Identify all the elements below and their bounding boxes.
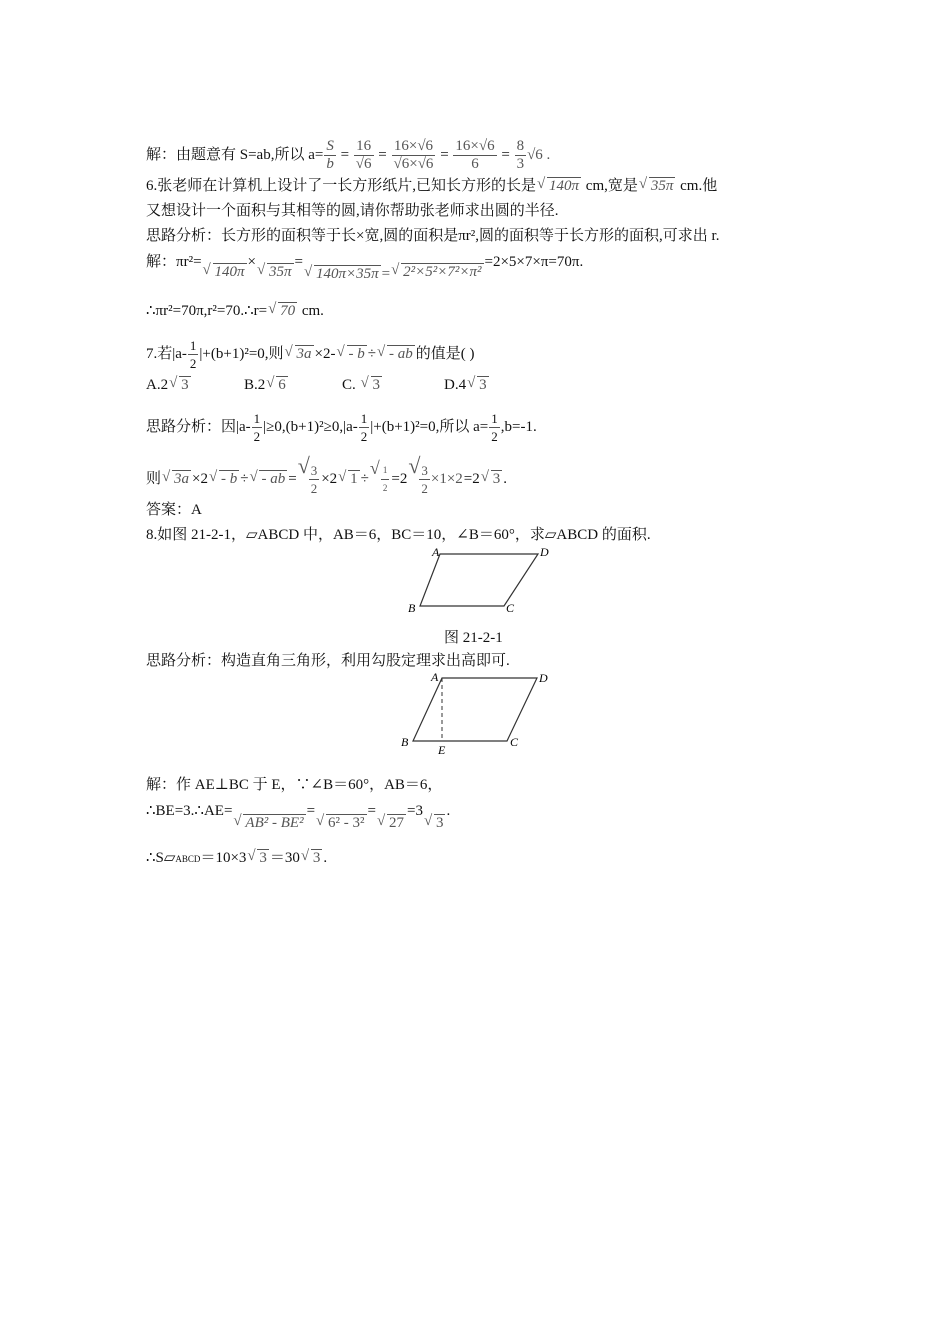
figure-caption: 图 21-2-1 xyxy=(444,630,503,646)
label-b: B xyxy=(408,601,416,615)
sqrt: √ 140π xyxy=(537,176,580,194)
label-b: B xyxy=(401,735,409,749)
label-c: C xyxy=(506,601,515,615)
option-c: C. √ 3 xyxy=(342,375,381,393)
q7-stem: 7.若|a- $\frac{1}{2}$ |+(b+1)²=0,则 √ 3a ×2- √ - b ÷ √ - ab 的值是( ) xyxy=(146,338,475,371)
sqrt: √ 3a xyxy=(284,343,312,362)
q6-conclusion: ∴πr²=70π,r²=70.∴r= √ 70 cm. xyxy=(146,301,324,319)
fraction: $\frac{16\times√6}{6}$ xyxy=(455,138,495,172)
sqrt: √ - ab xyxy=(376,343,413,362)
q6-solution: 解：πr²= √ 140π× √ 35π= √ 140π×35π = √ 2²×5²×7²×π²=2×5×7×π=70π. xyxy=(146,254,584,282)
sqrt: √ 70 xyxy=(268,301,296,319)
q7-answer: 答案：A xyxy=(146,502,202,518)
label-e: E xyxy=(438,743,446,757)
option-b: B.2 √ 6 xyxy=(244,375,286,393)
label-a: A xyxy=(432,545,440,559)
q8-solution-1: 解：作 AE⊥BC 于 E，∵∠B＝60°，AB＝6， xyxy=(146,777,443,793)
fraction: $\frac{S}{b}$ xyxy=(326,138,334,172)
sqrt: √ 35π xyxy=(638,176,674,194)
q8-analysis: 思路分析：构造直角三角形，利用勾股定理求出高即可. xyxy=(146,653,510,669)
option-d: D.4 √ 3 xyxy=(444,375,487,393)
sqrt: √ 140π×35π xyxy=(304,264,379,282)
fraction: $\frac{8}{3}$ xyxy=(516,138,525,172)
label-c: C xyxy=(510,735,519,749)
parallelogram-shape xyxy=(420,554,538,606)
label-a: A xyxy=(431,670,439,684)
solution-line-1: 解：由题意有 S=ab,所以 a= $\frac{S}{b}$ = $\frac{16}{√6}$ = $\frac{16\times√6}{√6\times√6}$ = $\frac{16\times√6}{6}$ = $\frac{8}{3}$ √6 . xyxy=(146,138,551,172)
parallelogram-figure-1 xyxy=(400,544,560,616)
sqrt: √ 2²×5²×7²×π² xyxy=(391,262,482,280)
q7-options xyxy=(146,375,490,395)
sqrt: √ - b xyxy=(336,343,365,362)
q6-stem-line-1: 6.张老师在计算机上设计了一长方形纸片,已知长方形的长是 √ 140π cm,宽是 √ 35π cm.他 xyxy=(146,176,718,194)
parallelogram-figure-2 xyxy=(395,668,565,758)
fraction: $\frac{1}{2}$ xyxy=(189,338,197,371)
sqrt: √ 35π xyxy=(257,262,292,280)
q8-stem: 8.如图 21-2-1，▱ABCD 中，AB＝6，BC＝10，∠B＝60°，求▱ABCD 的面积. xyxy=(146,527,651,543)
q8-solution-2: ∴BE=3.∴AE= √ AB² - BE²= √ 6² - 3²= √ 27=3 √ 3. xyxy=(146,803,451,831)
q7-calculation: 则 √ 3a ×2 √ - b ÷ √ - ab = √ $\frac{3}{2}$ ×2 √ 1 ÷ √ $\frac{1}{2}$ =2 √ $\frac{3}{2}$ ×1×2=2 √ 3 . xyxy=(146,453,507,496)
fraction: $\frac{16\times√6}{√6\times√6}$ xyxy=(393,138,434,172)
q6-stem-line-2: 又想设计一个面积与其相等的圆,请你帮助张老师求出圆的半径. xyxy=(146,203,559,219)
q6-analysis: 思路分析：长方形的面积等于长×宽,圆的面积是πr²,圆的面积等于长方形的面积,可求出 r. xyxy=(146,228,720,244)
sqrt: √ 140π xyxy=(202,262,245,280)
parallelogram-shape xyxy=(413,678,537,741)
label-d: D xyxy=(540,545,549,559)
q7-analysis: 思路分析：因|a- $\frac{1}{2}$ |≥0,(b+1)²≥0,|a- $\frac{1}{2}$ |+(b+1)²=0,所以 a= $\frac{1}{2}$ ,b=-1. xyxy=(146,411,537,444)
fraction: $\frac{16}{√6}$ xyxy=(355,138,372,172)
q8-solution-3: ∴S▱ABCD＝10×3 √ 3 ＝30 √ 3 . xyxy=(146,848,328,866)
label-d: D xyxy=(539,671,548,685)
option-a: A.2 √ 3 xyxy=(146,375,189,393)
